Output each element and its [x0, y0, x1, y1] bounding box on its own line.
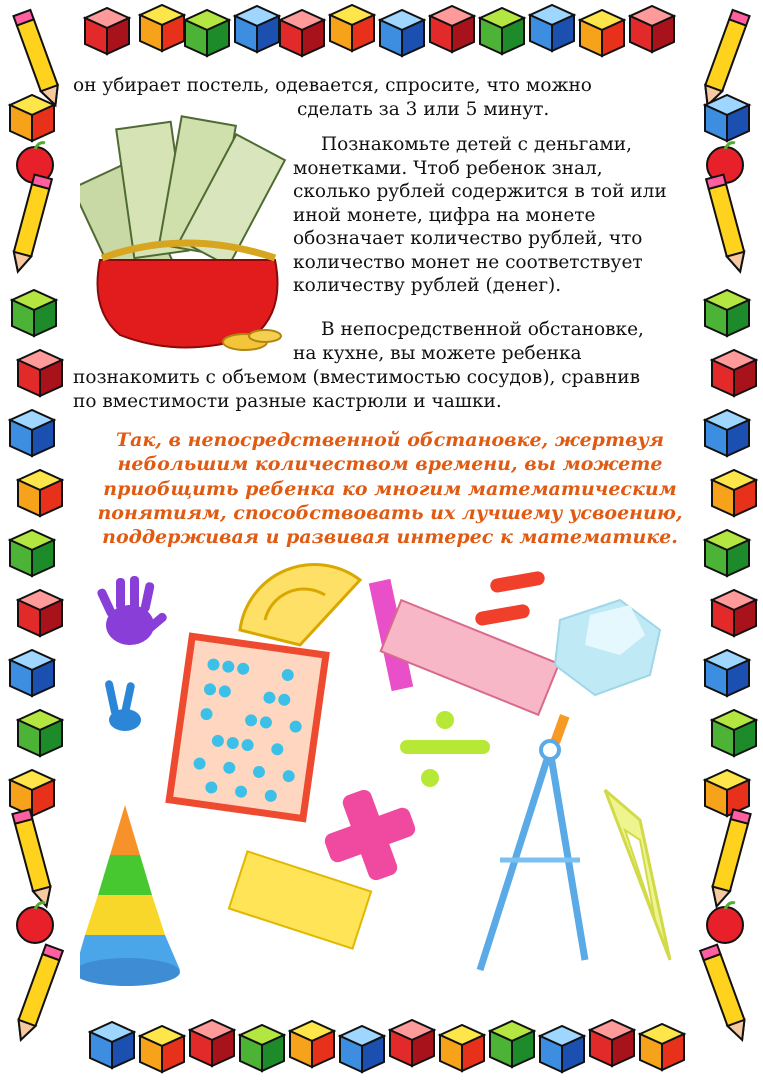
paragraph-3-line-2: на кухне, вы можете ребенка: [293, 343, 582, 364]
paragraph-1-line-1: он убирает постель, одевается, спросите, что можно: [73, 75, 592, 96]
compass-icon: [480, 714, 585, 970]
frame-right-column: [699, 10, 756, 1043]
plus-sign-icon: [323, 788, 418, 883]
paragraph-2-line: обозначает количество рублей, что: [293, 228, 643, 249]
hand-print-icon: [96, 576, 168, 645]
paragraph-2-line: количество монет не соответствует: [293, 251, 643, 273]
abacus-icon: [169, 636, 326, 818]
victory-hand-icon: [104, 680, 141, 731]
paragraph-2-line: сколько рублей содержится в той или: [293, 181, 667, 202]
paragraph-3-line-1: В непосредственной обстановке,: [321, 319, 644, 340]
division-sign-icon: [400, 711, 490, 787]
paragraph-3-line-4: по вместимости разные кастрюли и чашки.: [73, 391, 502, 412]
frame-bottom-row: [90, 1020, 684, 1072]
conclusion-line: понятиям, способствовать их лучшему усвоению,: [97, 501, 683, 524]
math-tools-illustration: [80, 560, 690, 1005]
conclusion-line: поддерживая и развивая интерес к математике.: [102, 526, 678, 549]
ruler-icon: [229, 851, 371, 948]
t-square-ruler-icon: [369, 579, 559, 715]
equals-sign-icon: [474, 570, 546, 626]
conclusion-paragraph: [90, 428, 690, 549]
conclusion-line: небольшим количеством времени, вы можете: [117, 453, 663, 476]
protractor-icon: [240, 565, 360, 645]
purse-with-money-icon: [80, 110, 290, 355]
paragraph-2: [293, 133, 693, 298]
cone-icon: [80, 805, 180, 986]
paragraph-2-line: иной монете, цифра на монете: [293, 204, 596, 226]
hexagonal-prism-icon: [555, 600, 660, 695]
paragraph-1-line-2: сделать за 3 или 5 минут.: [297, 99, 550, 120]
paragraph-2-line: Познакомьте детей с деньгами,: [321, 134, 632, 155]
conclusion-line: приобщить ребенка ко многим математическим: [103, 477, 677, 500]
conclusion-line: Так, в непосредственной обстановке, жертвуя: [115, 429, 665, 451]
set-square-icon: [605, 790, 670, 960]
frame-left-column: [9, 10, 64, 1043]
paragraph-2-line: монетками. Чтоб ребенок знал,: [293, 157, 603, 179]
paragraph-3-line-3: познакомить с объемом (вместимостью сосудов), сравнив: [73, 367, 641, 388]
frame-top-row: [85, 5, 674, 56]
paragraph-2-line: количеству рублей (денег).: [293, 275, 562, 296]
